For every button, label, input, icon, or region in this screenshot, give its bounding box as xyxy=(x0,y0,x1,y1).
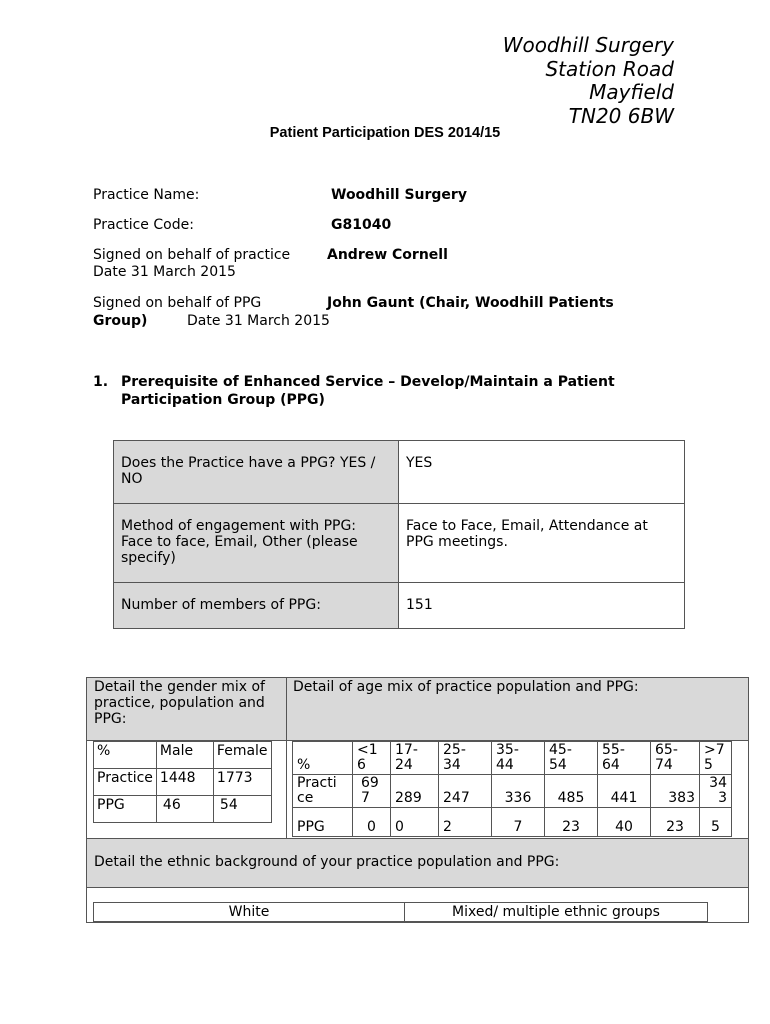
address-line-1: Woodhill Surgery xyxy=(502,33,674,57)
age-cell: PPG xyxy=(293,808,353,837)
practice-name-value: Woodhill Surgery xyxy=(331,187,467,203)
ppg-question: Method of engagement with PPG: Face to face, Email, Other (please specify) xyxy=(114,504,399,583)
table-row xyxy=(293,808,732,837)
gender-header: Female xyxy=(213,742,271,769)
address-line-2: Station Road xyxy=(545,56,674,81)
table-row xyxy=(114,441,685,504)
age-header: 35- 44 xyxy=(492,742,545,775)
section-number: 1. xyxy=(93,374,109,390)
age-header: % xyxy=(293,742,353,775)
gender-header: % xyxy=(94,742,157,769)
gender-cell: 1773 xyxy=(213,769,271,796)
age-cell: 40 xyxy=(598,808,651,837)
age-header: 45- 54 xyxy=(545,742,598,775)
practice-address xyxy=(503,34,674,128)
age-header: 55- 64 xyxy=(598,742,651,775)
gender-cell: 46 xyxy=(156,796,213,823)
age-cell: 0 xyxy=(353,808,391,837)
ppg-answer: Face to Face, Email, Attendance at PPG meetings. xyxy=(399,504,685,583)
table-row xyxy=(94,796,272,823)
address-line-4: TN20 6BW xyxy=(568,103,674,128)
ppg-table xyxy=(113,440,685,629)
signed-ppg-value-cont: Group) xyxy=(93,313,148,329)
document-title: Patient Participation DES 2014/15 xyxy=(269,125,501,141)
signed-ppg-value: John Gaunt (Chair, Woodhill Patients xyxy=(327,295,614,311)
table-row xyxy=(94,769,272,796)
table-row xyxy=(293,775,732,808)
section-heading-line-1: Prerequisite of Enhanced Service – Develop/Maintain a Patient xyxy=(121,374,615,390)
ethnic-table xyxy=(93,902,708,922)
age-cell: 34 3 xyxy=(700,775,732,808)
practice-code-label: Practice Code: xyxy=(93,217,194,233)
signed-ppg-date: Date 31 March 2015 xyxy=(187,313,330,329)
signed-practice-value: Andrew Cornell xyxy=(327,247,448,263)
age-header: 25- 34 xyxy=(439,742,492,775)
ethnic-header: White xyxy=(94,903,405,922)
age-cell: 69 7 xyxy=(353,775,391,808)
table-row xyxy=(114,504,685,583)
age-header: 17- 24 xyxy=(391,742,439,775)
practice-code-value: G81040 xyxy=(331,217,392,233)
gender-cell: 54 xyxy=(213,796,271,823)
ppg-answer: 151 xyxy=(399,583,685,629)
age-cell: Practi ce xyxy=(293,775,353,808)
table-row xyxy=(114,583,685,629)
gender-header: Male xyxy=(156,742,213,769)
age-header: <1 6 xyxy=(353,742,391,775)
age-cell: 23 xyxy=(545,808,598,837)
gender-table xyxy=(93,741,272,823)
table-row xyxy=(94,903,708,922)
demographics-table xyxy=(86,677,749,923)
age-table xyxy=(292,741,732,837)
table-row xyxy=(293,742,732,775)
signed-ppg-label: Signed on behalf of PPG xyxy=(93,295,262,311)
gender-cell: 1448 xyxy=(156,769,213,796)
age-cell: 336 xyxy=(492,775,545,808)
signed-practice-label: Signed on behalf of practice xyxy=(93,247,291,263)
age-header: >7 5 xyxy=(700,742,732,775)
gender-heading: Detail the gender mix of practice, population and PPG: xyxy=(94,679,265,727)
age-cell: 0 xyxy=(391,808,439,837)
signed-practice-date: Date 31 March 2015 xyxy=(93,264,236,280)
age-cell: 7 xyxy=(492,808,545,837)
ethnic-heading: Detail the ethnic background of your practice population and PPG: xyxy=(94,854,560,870)
age-cell: 247 xyxy=(439,775,492,808)
table-row xyxy=(94,742,272,769)
section-heading-line-2: Participation Group (PPG) xyxy=(121,392,325,408)
age-header: 65- 74 xyxy=(651,742,700,775)
age-cell: 485 xyxy=(545,775,598,808)
age-cell: 5 xyxy=(700,808,732,837)
age-cell: 383 xyxy=(651,775,700,808)
age-cell: 441 xyxy=(598,775,651,808)
ppg-question: Does the Practice have a PPG? YES / NO xyxy=(114,441,399,504)
age-cell: 2 xyxy=(439,808,492,837)
ppg-answer: YES xyxy=(399,441,685,504)
address-line-3: Mayfield xyxy=(589,80,674,104)
gender-cell: Practice xyxy=(94,769,157,796)
ethnic-header: Mixed/ multiple ethnic groups xyxy=(405,903,708,922)
ppg-question: Number of members of PPG: xyxy=(114,583,399,629)
age-cell: 289 xyxy=(391,775,439,808)
gender-cell: PPG xyxy=(94,796,157,823)
age-cell: 23 xyxy=(651,808,700,837)
age-heading: Detail of age mix of practice population and PPG: xyxy=(293,679,639,695)
practice-name-label: Practice Name: xyxy=(93,187,200,203)
